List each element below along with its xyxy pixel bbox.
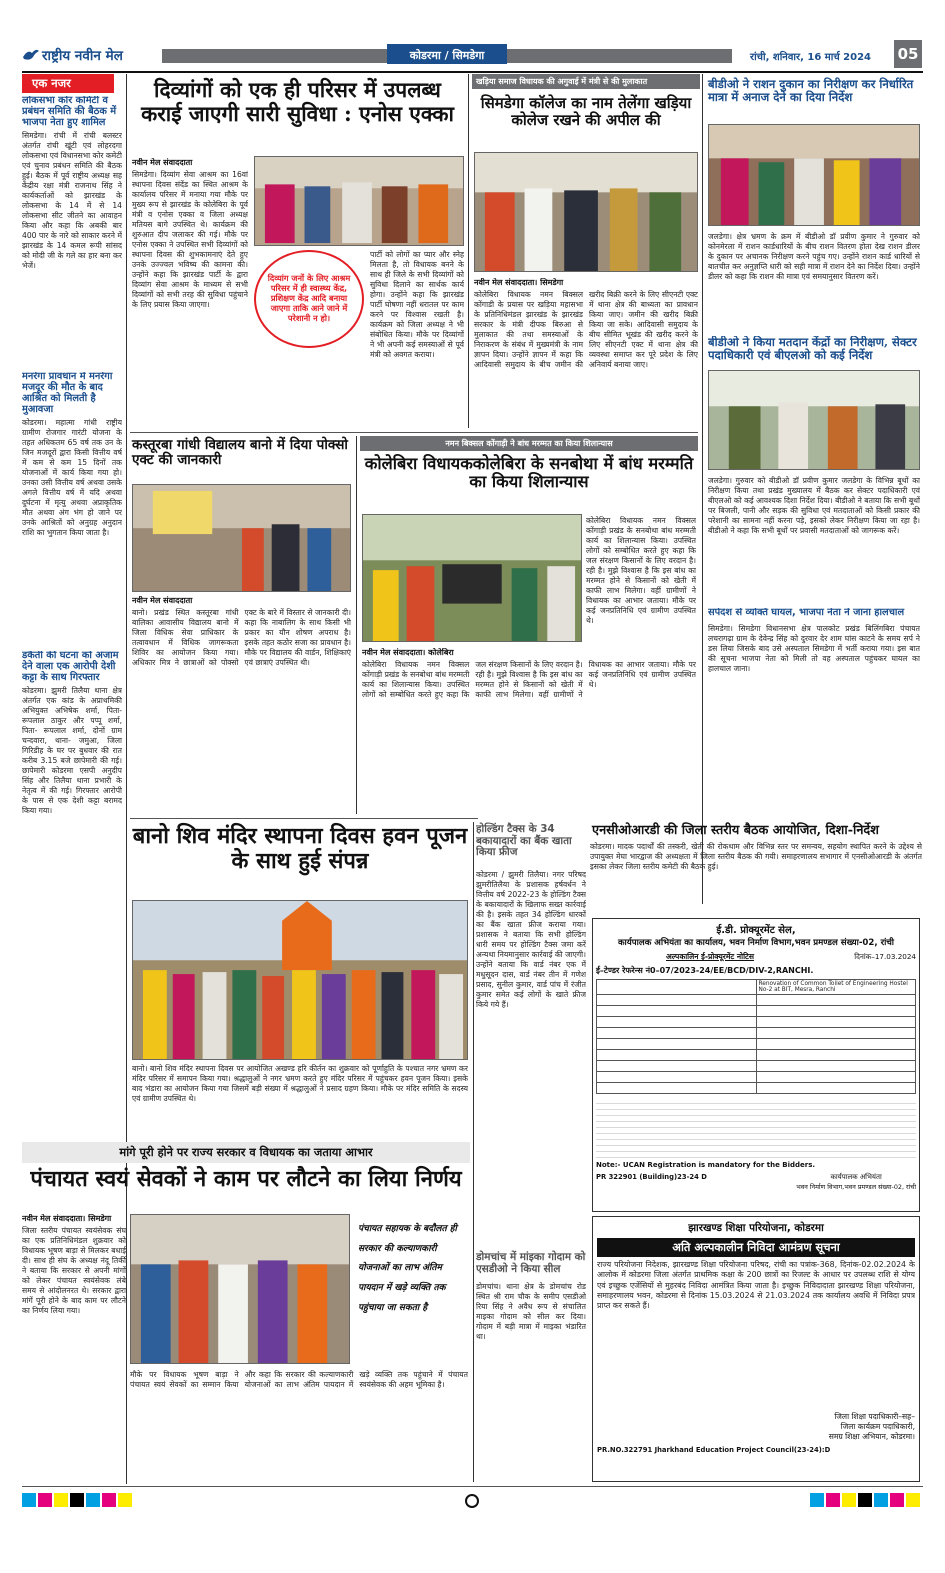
ad1-org: ई.डी. प्रोक्यूरमेंट सेल, [716, 925, 796, 936]
footer-rule [22, 1486, 923, 1487]
story1-headline: दिव्यांगों को एक ही परिसर में उपलब्ध कराई जाएगी सारी सुविधा : एनोस एक्का [141, 77, 454, 126]
story6-headline: कोलेबिरा विधायककोलेबिरा के सनबोथा में बांध मरम्मति का किया शिलान्यास [364, 454, 694, 492]
story10-body-2: मौके पर विधायक भूषण बाड़ा ने पंचायत स्वयं सेवकों का सम्मान किया और कहा कि सरकार की कल्याणकारी योजनाओं का लाभ अंतिम पायदान में खड़े व्यक्ति तक पहुंचाने में पंचायत स्वयंसेवक की अहम भूमिका है। [130, 1370, 468, 1390]
story10-headline: पंचायत स्वयं सेवकों ने काम पर लौटने का लिया निर्णय [30, 1166, 462, 1192]
col-divider-4 [473, 822, 474, 1482]
story10-quote: पंचायत सहायक के बदौलत ही सरकार की कल्याणकारी योजनाओं का लाभ अंतिम पायदान में खड़े व्यक्ति तक पहुंचाया जा सकता है [358, 1224, 457, 1313]
story3-body: जलडेगा। क्षेत्र भ्रमण के क्रम में बीडीओ डॉ प्रवीण कुमार ने गुरुवार को कोनमेरला में राशन कार्डधारियों के बीच राशन वितरण होता देख राशन डीलर के दुकान पर अचानक निरीक्षण करने पहुंच गए। उन्होंने राशन कार्ड धारियों से बातचीत कर अनुज्ञप्ति धारी को सही मात्रा में राशन देने का निर्देश दिया। उन्होंने डीलर को कहा कि राशन की मात्रा एवं समयानुसार वितरण करें। [708, 232, 920, 282]
registration-swatch [22, 1493, 36, 1507]
registration-swatch [874, 1493, 888, 1507]
sidebar-item-3-headline: डकैती की घटना को अंजाम देने वाला एक आरोपी देशी कट्टा के साथ गिरफ्तार [22, 650, 119, 683]
story6-side: कोलेबिरा विधायक नमन विक्सल कोंगाड़ी प्रखंड के सनबोथा बांध मरम्मती कार्य का शिलान्यास किया। उपस्थित लोगों को सम्बोधित करते हुए कहा कि जल संरक्षण किसानों के लिए वरदान है। रही है। मुझे विश्वास है कि इस बांध का मरम्मत होने से किसानों को खेती में काफी लाभ मिलेगा। वहीं ग्रामीणों ने विधायक का आभार जताया। मौके पर कई जनप्रतिनिधि एवं ग्रामीण उपस्थित थे। [586, 516, 696, 626]
story5-photo [132, 484, 351, 592]
color-swatches-right [810, 1492, 922, 1511]
story-ncord [590, 822, 922, 914]
col-divider-3 [356, 436, 357, 814]
registration-swatch [118, 1493, 132, 1507]
story2-photo [474, 152, 698, 272]
registration-target-icon [465, 1494, 479, 1508]
page-number: 05 [894, 40, 922, 68]
ad1-note: Note:- UCAN Registration is mandatory for the Bidders. [596, 1161, 816, 1169]
sidebar-item-2-headline: मनरेगा प्रावधान में मनरेगा मजदूर की मौत के बाद आश्रित को मिलती है मुआवजा [22, 371, 113, 415]
ad2-sign-1: जिला शिक्षा पदाधिकारी–सह– [834, 1412, 915, 1421]
story1-photo [254, 156, 464, 246]
ad1-ref: ई–टेण्डर रेफरेन्स नं0–07/2023-24/EE/BCD/DIV-2,RANCHI. [596, 966, 814, 975]
rule-mid-left [130, 432, 698, 433]
story-bdo-ration [706, 74, 922, 904]
story4-photo [708, 370, 920, 470]
registration-swatch [38, 1493, 52, 1507]
registration-swatch [890, 1493, 904, 1507]
story9-body: कोडरमा। मादक पदार्थों की तस्करी, खेती की रोकथाम और विभिन्न स्तर पर समन्वय, सहयोग स्थापित करने के उद्देश्य से उपायुक्त मेघा भारद्वाज की अध्यक्षता में जिला स्तरीय बैठक की गयी। समाहरणालय सभागार में एनसीओआरडी के अंतर्गत इसका लेकर जिला स्तरीय कमेटी की बैठक हुई। [590, 842, 922, 872]
registration-swatch [86, 1493, 100, 1507]
registration-swatch [858, 1493, 872, 1507]
ad2-org: झारखण्ड शिक्षा परियोजना, कोडरमा [688, 1222, 824, 1234]
masthead [22, 40, 922, 70]
story10-photo [130, 1214, 350, 1364]
story-panchayat-sevak [22, 1142, 470, 1482]
story1-quote: दिव्यांग जनों के लिए आश्रम परिसर में ही स्वास्थ्य केंद्र, प्रशिक्षण केंद्र आदि बनाया जाएगा ताकि आने जाने में परेशानी न हो। [267, 273, 351, 323]
masthead-rule [22, 71, 923, 73]
col-divider-2 [702, 74, 703, 904]
story10-byline: नवीन मेल संवाददाता। सिमडेगा [22, 1214, 112, 1223]
dateline: रांची, शनिवार, 16 मार्च 2024 [750, 52, 871, 63]
story4-headline: बीडीओ ने किया मतदान केंद्रों का निरीक्षण, सेक्टर पदाधिकारी एवं बीएलओ को कई निर्देश [708, 336, 917, 362]
ad1-fineprint [596, 1098, 916, 1158]
story1-body-2: पार्टी को लोगों का प्यार और स्नेह मिलता है, तो विधायक बनने के साथ ही जिले के सभी दिव्यांगों को सुविधा दिलाने का सार्थक कार्य होगा। उन्होंने कहा कि झारखंड पार्टी घोषणा नहीं धरातल पर काम करने पर विश्वास रखती है। कार्यक्रम को जिला अध्यक्ष ने भी संबोधित किया। मौके पर दिव्यांगों ने भी अपनी कई समस्याओं से पूर्व मंत्री को अवगत कराया। [370, 250, 464, 360]
ad2-pr: PR.NO.322791 Jharkhand Education Project Council(23-24):D [597, 1446, 831, 1454]
ad2-sign-2: जिला कार्यक्रम पदाधिकारी, [840, 1422, 915, 1431]
story5-headline: कस्तूरबा गांधी विद्यालय बानो में दिया पोक्सो एक्ट की जानकारी [132, 437, 348, 469]
story2-body: कोलेबिरा विधायक नमन बिक्सल कोंगाडी के प्रयास पर खड़िया महासभा के प्रतिनिधिमंडल झारखंड के झारखंड सरकार के मंत्री दीपक बिरुआ से मुलाकात की तथा समस्याओं के निराकरण के संबंध में मुख्यमंत्री के नाम ज्ञापन दिया। उन्होंने ज्ञापन में कहा कि आदिवासी समुदाय के बीच जमीन की खरीद बिक्री करने के लिए सीएनटी एक्ट में थाना क्षेत्र की बाध्यता का प्रावधान किया जाए। जमीन की खरीद बिक्री किया जा सके। आदिवासी समुदाय के बीच सीमित भूखंड की खरीद करने के लिए सीएनटी एक्ट में थाना क्षेत्र की व्यवस्था समाप्त कर पूरे प्रदेश के लिए अनिवार्य बनाया जाए। [474, 290, 698, 370]
tender-notice-ad [592, 918, 920, 1212]
story3-photo [708, 124, 920, 226]
story7-photo [132, 900, 468, 1060]
story1-quote-box [254, 250, 364, 348]
story3-headline: बीडीओ ने राशन दुकान का निरीक्षण कर निर्धारित मात्रा में अनाज देने का दिया निर्देश [708, 77, 914, 104]
story2-byline: नवीन मेल संवाददाता। सिमडेगा [474, 278, 564, 287]
story-divyang-ashram [130, 74, 465, 434]
ad1-pr: PR 322901 (Building)23-24 D [596, 1173, 707, 1181]
story10-quote-box [356, 1214, 468, 1364]
story6-byline: नवीन मेल संवाददाता। कोलेबिरा [362, 648, 454, 657]
story8-subhead: डोमचांच में मांइका गोदाम को एसडीओ ने किया सील [476, 1251, 586, 1275]
registration-swatch [906, 1493, 920, 1507]
story8-body: कोडरमा / झुमरी तिलैया। नगर परिषद झुमरीतिलैया के प्रशासक हर्षवर्धन ने वित्तीय वर्ष 2022-23 के होल्डिंग टैक्स के बकायादारों के खिलाफ सख्त कार्रवाई की है। इसके तहत 34 होल्डिंग धारकों का बैंक खाता फ्रीज कराया गया। प्रशासक ने बताया कि सभी होल्डिंग धारी समय पर होल्डिंग टैक्स जमा करें अन्यथा नियमानुसार कार्रवाई की जाएगी। उन्होंने बताया कि वार्ड नंबर एक में मधुसूदन दास, वार्ड नंबर तीन में गणेश प्रसाद, सुनील कुमार, वार्ड पांच में रंजीत कुमार समेत कई लोगों के खाते फ्रीज किये गये हैं। [476, 870, 586, 1010]
section-title-box [387, 44, 507, 64]
story10-body: जिला स्तरीय पंचायत स्वयंसेवक संघ का एक प्रतिनिधिमंडल शुक्रवार को विधायक भूषण बाड़ा से मिलकर बधाई दी। साथ ही संघ के अध्यक्ष नंदू तिर्की ने बताया कि सरकार से अपनी मांगों को लेकर पंचायत स्वयंसेवक लंबे समय से आंदोलनरत थे। सरकार द्वारा मांगें पूरी होने के बाद काम पर लौटने का निर्णय लिया गया। [22, 1226, 126, 1316]
story7-body: बानो। बानो शिव मंदिर स्थापना दिवस पर आयोजित अखण्ड हरि कीर्तन का शुक्रवार को पूर्णाहुति के पश्चात नगर भ्रमण कर मंदिर परिसर में समापन किया गया। श्रद्धालुओं ने नगर भ्रमण करते हुए मंदिर परिसर में पहुंचकर हवन पूजन किया। इसके बाद भंडारा का आयोजन किया गया जिसमें बड़ी संख्या में श्रद्धालुओं ने प्रसाद ग्रहण किया। मौके पर मंदिर समिति के सदस्य एवं ग्रामीण उपस्थित थे। [132, 1064, 468, 1104]
ad1-notice-title: अल्पकालिन ई-प्रोक्यूरमेंट नोटिस [666, 952, 755, 961]
story8-body-2: डोमचांच। थाना क्षेत्र के डोमचांच रोड स्थित श्री राम चौक के समीप एसडीओ रिया सिंह ने अवैध रूप से संचालित माइका गोदाम को सील कर दिया। गोदाम में बड़ी मात्रा में माइका भंडारित था। [476, 1282, 586, 1342]
story6-photo [362, 514, 582, 642]
rule-mid-left-2 [130, 818, 478, 819]
ad1-sign-2: भवन निर्माण विभाग,भवन प्रमण्डल संख्या-02, रांची [796, 1183, 916, 1191]
story-holding-tax [476, 822, 586, 1482]
sidebar-item-3-body: कोडरमा। झुमरी तिलैया थाना क्षेत्र अंतर्गत एक कांड के अप्राथमिकी अभियुक्त अभिषेक शर्मा, पिता- रूपलाल ठाकुर और पप्पू शर्मा, पिता- रूपलाल शर्मा, दोनों ग्राम चन्दवारा, थाना- जमुआ, जिला गिरिडीह के घर पर बुधवार की रात करीब 3.15 बजे छापेमारी की गई। छापेमारी कोडरमा एसपी अनुदीप सिंह और तिलैया थाना प्रभारी के नेतृत्व में की गई। गिरफ्तार आरोपी के पास से एक देशी कट्टा बरामद किया गया। [22, 685, 122, 815]
story6-kicker: नमन बिक्सल कोंगाड़ी ने बांध मरम्मत का किया शिलान्यास [360, 436, 698, 451]
registration-swatch [102, 1493, 116, 1507]
story1-byline: नवीन मेल संवाददाता [132, 158, 193, 167]
ad2-notice-title: अति अल्पकालीन निविदा आमंत्रण सूचना [597, 1238, 915, 1257]
story-kolebira-dam [360, 436, 698, 814]
tender-table [596, 979, 916, 1094]
story6-body: कोलेबिरा विधायक नमन विक्सल कोंगाड़ी प्रखंड के सनबोथा बांध मरम्मती कार्य का शिलान्यास किया। उपस्थित लोगों को सम्बोधित करते हुए कहा कि जल संरक्षण किसानों के लिए वरदान है। रही है। मुझे विश्वास है कि इस बांध का मरम्मत होने से किसानों को खेती में काफी लाभ मिलेगा। वहीं ग्रामीणों ने विधायक का आभार जताया। मौके पर कई जनप्रतिनिधि एवं ग्रामीण उपस्थित थे। [362, 660, 696, 700]
story2-kicker: खड़िया समाज विधायक की अगुवाई में मंत्री से की मुलाकात [472, 74, 700, 89]
story4-body-2: सिमडेगा। सिमडेगा विधानसभा क्षेत्र पालकोट प्रखंड बिलिंगबिरा पंचायत लचरागढ़ा ग्राम के देवेन्द्र सिंह को दुरवार देर शाम घांस काटने के समय सर्प ने डस लिया जिसके बाद उसे अस्पताल सिमडेगा में भर्ती कराया गया। इस बात की सूचना भाजपा नेता को मिली तो वह अस्पताल पहुंचकर घायल का हालचाल जाना। [708, 624, 920, 674]
registration-swatch [826, 1493, 840, 1507]
story5-body: बानो। प्रखंड स्थित कस्तूरबा गांधी बालिका आवासीय विद्यालय बानो में जिला विधिक सेवा प्राधिकार के तत्वावधान में विधिक जागरूकता शिविर का आयोजन किया गया। अधिकार मित्र ने छात्राओं को पोक्सो एक्ट के बारे में विस्तार से जानकारी दी। कहा कि नाबालिग के साथ किसी भी प्रकार का यौन शोषण अपराध है। इसके तहत कठोर सजा का प्रावधान है। मौके पर विद्यालय की वार्डन, शिक्षिकाएं एवं छात्राएं उपस्थित थी। [132, 608, 351, 668]
registration-swatch [810, 1493, 824, 1507]
story-pocso [130, 436, 353, 814]
color-swatches-left [22, 1492, 134, 1511]
sidebar-item-2-body: कोडरमा। महात्मा गांधी राष्ट्रीय ग्रामीण रोजगार गारंटी योजना के तहत अधिकतम 65 वर्ष तक उन के जिन मजदूरों द्वारा किसी वित्तीय वर्ष में कम से कम 15 दिनों तक योजनाओं में कार्य किया गया हो। उनका उसी वित्तीय वर्ष अथवा उसके अगले वित्तीय वर्ष में यदि अथवा दुर्घटना में मृत्यु अथवा अप्राकृतिक मौत अथवा अंग भंग हो जाने पर उनके आश्रितों को अनुग्रह अनुदान राशि का भुगतान किया जाता है। [22, 417, 122, 537]
sidebar-item-1-body: सिमडेगा। रांची में रांची बलस्टर अंतर्गत रांची खूंटी एवं लोहरदगा लोकसभा एवं विधानसभा कोर कमेटी एवं चुनाव प्रबंधन समिति की बैठक हुई। बैठक में पूर्व राष्ट्रीय अध्यक्ष सह केंद्रीय रक्षा मंत्री राजनाथ सिंह ने कार्यकर्ताओं को झारखंड के लोकसभा के 14 में से 14 लोकसभा सीट जीतने का आवाहन किया और कहा कि अबकी बार 400 पार के नारे को साकार करने में झारखंड के 14 कमल रूपी सांसद को मोदी जी के गले का हार बना कर भेजें। [22, 130, 122, 271]
story1-body-1: सिमडेगा। दिव्यांग सेवा आश्रम का 16वां स्थापना दिवस संदेंड का स्थित आश्रम के कार्यालय परिसर में मनाया गया मौके पर मुख्य रूप से झारखंड के कोलेबिरा के पूर्व मंत्री व एनोस एक्का व जिला अध्यक्ष मतियस बागे उपस्थित थे। कार्यक्रम की शुरुआत दीप जलाकर की गई। मौके पर एनोस एक्का ने उपस्थित सभी दिव्यांगों को स्थापना दिवस की शुभकामनाएं देते हुए उनके उज्ज्वल भविष्य की कामना की। उन्होंने कहा कि झारखंड पार्टी के द्वारा दिव्यांग सेवा आश्रम के माध्यम से सभी दिव्यांगों को सभी तरह की सुविधा पहुंचाने के लिए प्रयास किया जाएगा। [132, 170, 248, 310]
story4-body: जलडेगा। गुरुवार को बीडीओ डॉ प्रवीण कुमार जलडेगा के विभिन्न बूथों का निरीक्षण किया तथा प्रखंड मुख्यालय में बैठक कर सेक्टर पदाधिकारी एवं बीएलओ को कई आवश्यक दिशा निर्देश दिया। बीडीओ ने बताया कि सभी बूथों पर बिजली, पानी और सड़क की सुविधा एवं मतदाताओं को किसी प्रकार की परेशानी का सामना नहीं करना पड़े, इसको लेकर निरीक्षण किया जा रहा है। बीडीओ ने कहा कि सभी बूथों पर प्रवासी मतदाताओं को जागरूक करें। [708, 476, 920, 536]
ad2-body: राज्य परियोजना निदेशक, झारखण्ड शिक्षा परियोजना परिषद, रांची का पत्रांक-368, दिनांक-02.02.2024 के आलोक में कोडरमा जिला अंतर्गत प्राथमिक कक्षा के 200 छात्रों का रिजल्ट के आधार पर उपलब्ध राशि से योग्य एवं इच्छुक एजेंसियों से मुहरबंद निविदा आमंत्रित किया जाता है। इच्छुक निविदादाता झारखण्ड शिक्षा परियोजना, समाहरणालय भवन, कोडरमा से दिनांक 15.03.2024 से 21.03.2024 तक कार्यालय अवधि में निविदा प्रपत्र प्राप्त कर सकते हैं। [597, 1260, 915, 1311]
education-tender-ad [592, 1216, 920, 1482]
registration-marks [22, 1492, 922, 1510]
story7-headline: बानो शिव मंदिर स्थापना दिवस हवन पूजन के साथ हुई संपन्न [132, 823, 468, 874]
story4-subhead: सर्पदंश से व्यक्ति घायल, भाजपा नेता ने जाना हालचाल [708, 608, 905, 618]
ad1-office: कार्यपालक अभियंता का कार्यालय, भवन निर्माण विभाग,भवन प्रमण्डल संख्या-02, रांची [617, 938, 895, 948]
section-title: कोडरमा / सिमडेगा [409, 49, 485, 62]
registration-swatch [70, 1493, 84, 1507]
ad1-work: Renovation of Common Toilet of Engineering Hostel No-2 at BIT, Mesra, Ranchi [756, 980, 916, 995]
bird-logo-icon [22, 47, 40, 63]
story-shiv-mandir [130, 822, 470, 1140]
ad1-date: दिनांक–17.03.2024 [854, 952, 916, 961]
story10-kicker: मांगे पूरी होने पर राज्य सरकार व विधायक का जताया आभार [22, 1142, 470, 1163]
paper-logo [22, 44, 152, 66]
story2-headline: सिमडेगा कॉलेज का नाम तेलेंगा खड़िया कोलेज रखने की अपील की [480, 94, 692, 129]
registration-swatch [842, 1493, 856, 1507]
col-divider-1 [468, 74, 469, 428]
sidebar-item-1-headline: लोकसभा कोर कमिटी व प्रबंधन समिति की बैठक में भाजपा नेता हुए शामिल [22, 96, 117, 128]
paper-name: राष्ट्रीय नवीन मेल [42, 48, 123, 64]
sidebar-label: एक नजर [22, 74, 114, 93]
ad1-sign: कार्यपालक अभियंता [830, 1173, 882, 1181]
story8-headline: होल्डिंग टैक्स के 34 बकायादारों का बैंक खाता किया फ्रीज [476, 823, 572, 859]
story-simdega-college [472, 74, 700, 428]
ad2-sign-3: समग्र शिक्षा अभियान, कोडरमा। [828, 1432, 915, 1441]
story5-byline: नवीन मेल संवाददाता [132, 596, 193, 605]
story9-headline: एनसीओआरडी की जिला स्तरीय बैठक आयोजित, दिशा-निर्देश [592, 823, 879, 838]
registration-swatch [54, 1493, 68, 1507]
